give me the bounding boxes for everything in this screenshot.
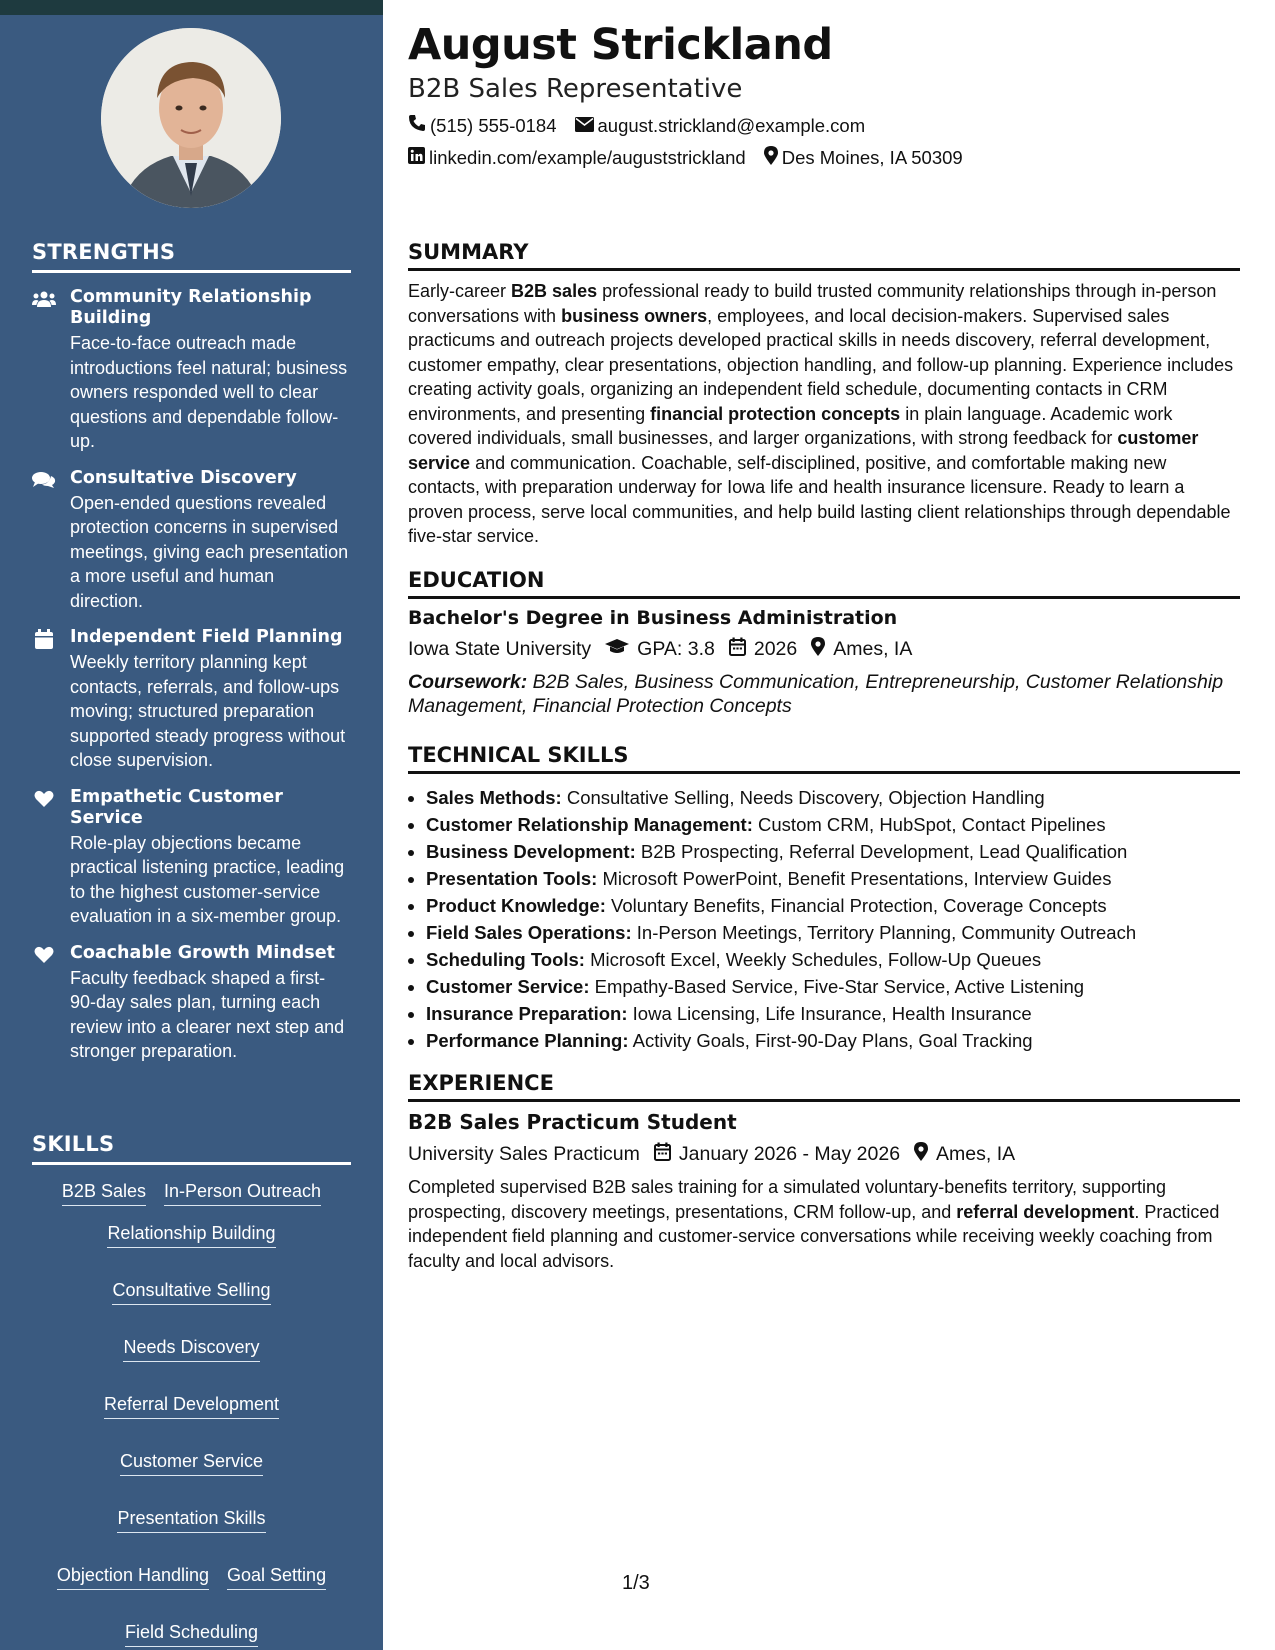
summary-keyword: customer service <box>408 428 1199 473</box>
skill-values: Voluntary Benefits, Financial Protection, Coverage Concepts <box>605 895 1107 916</box>
skill-tag: Customer Service <box>120 1449 263 1476</box>
calendar-icon <box>654 1142 679 1167</box>
gpa-text: GPA: 3.8 <box>637 638 715 660</box>
education-meta <box>408 637 1240 662</box>
comments-icon <box>32 469 56 491</box>
summary-text: in plain language. Academic work covered individuals, small businesses, and larger organizations, with strong feedback for <box>408 403 1173 448</box>
summary-text: Early-career <box>408 281 512 301</box>
list-item <box>426 892 1240 919</box>
strength-description: Faculty feedback shaped a first-90-day sales plan, turning each review into a clearer next step and stronger preparation. <box>70 967 345 1061</box>
strength-title: Community Relationship Building <box>70 287 312 328</box>
map-marker-icon <box>914 1142 936 1167</box>
skill-values: Custom CRM, HubSpot, Contact Pipelines <box>752 814 1106 835</box>
list-item <box>426 973 1240 1000</box>
skill-tag: Objection Handling <box>57 1563 209 1590</box>
dates-item <box>654 1142 900 1167</box>
technical-skills-heading: TECHNICAL SKILLS <box>408 743 1240 774</box>
email-contact[interactable] <box>575 115 866 137</box>
degree-title: Bachelor's Degree in Business Administration <box>408 607 898 629</box>
strength-item <box>32 468 351 614</box>
skill-tag: Needs Discovery <box>123 1335 259 1362</box>
users-icon <box>32 288 56 310</box>
skill-category: Insurance Preparation: <box>426 1003 628 1024</box>
skill-values: In-Person Meetings, Territory Planning, Community Outreach <box>631 922 1137 943</box>
summary-keyword: B2B sales <box>511 281 598 301</box>
strength-title: Coachable Growth Mindset <box>70 942 335 963</box>
calendar-icon <box>729 637 754 662</box>
dates-text: January 2026 - May 2026 <box>678 1143 901 1165</box>
phone-contact <box>408 114 557 137</box>
year-text: 2026 <box>753 638 798 660</box>
strength-description: Face-to-face outreach made introductions feel natural; business owners responded well to clear questions and dependable follow-up. <box>70 333 348 451</box>
skill-values: Microsoft Excel, Weekly Schedules, Follow-Up Queues <box>584 949 1042 970</box>
skill-category: Field Sales Operations: <box>426 922 632 943</box>
skill-tag: In-Person Outreach <box>164 1179 321 1206</box>
skill-category: Sales Methods: <box>426 787 562 808</box>
map-marker-icon <box>764 146 782 170</box>
skills-tags <box>32 1179 351 1647</box>
summary-paragraph <box>408 279 1240 549</box>
sidebar-top-bar <box>0 0 383 15</box>
skills-heading: SKILLS <box>32 1132 351 1165</box>
list-item <box>426 784 1240 811</box>
strength-item <box>32 287 351 454</box>
job-title: B2B Sales Practicum Student <box>408 1110 737 1134</box>
candidate-name: August Strickland <box>408 20 833 70</box>
experience-meta <box>408 1142 1240 1167</box>
list-item <box>426 1027 1240 1054</box>
location-text: Ames, IA <box>833 638 913 660</box>
experience-section <box>408 1071 1240 1273</box>
skill-category: Performance Planning: <box>426 1030 629 1051</box>
skill-tag: Referral Development <box>104 1392 279 1419</box>
year-item <box>729 637 797 662</box>
list-item <box>426 811 1240 838</box>
experience-keyword: referral development <box>956 1201 1135 1222</box>
profile-photo <box>101 28 281 208</box>
experience-text: . Practiced independent field planning and customer-service conversations while receiving weekly coaching from faculty and local advisors. <box>408 1201 1220 1271</box>
technical-skills-list <box>408 784 1240 1054</box>
gpa-item <box>605 638 715 661</box>
skill-values: Consultative Selling, Needs Discovery, Objection Handling <box>561 787 1045 808</box>
strength-item <box>32 943 351 1064</box>
strength-item <box>32 787 351 929</box>
experience-text: Completed supervised B2B sales training for a simulated voluntary-benefits territory, supporting prospecting, discovery meetings, presentations, CRM follow-up, and <box>408 1177 1167 1222</box>
list-item <box>426 1000 1240 1027</box>
email-text: august.strickland@example.com <box>597 114 866 136</box>
coursework-list: B2B Sales, Business Communication, Entrepreneurship, Customer Relationship Management, Financial Protection Concepts <box>408 671 1224 717</box>
contact-row-2 <box>408 146 981 170</box>
list-item <box>426 946 1240 973</box>
skill-tag: Presentation Skills <box>117 1506 265 1533</box>
linkedin-contact[interactable] <box>408 147 746 169</box>
list-item <box>426 838 1240 865</box>
skills-section <box>32 1132 351 1647</box>
school-name: Iowa State University <box>408 638 592 660</box>
strengths-heading: STRENGTHS <box>32 240 351 273</box>
location-item <box>914 1142 1015 1167</box>
skill-values: Iowa Licensing, Life Insurance, Health Insurance <box>627 1003 1032 1024</box>
linkedin-icon <box>408 147 429 169</box>
skill-values: B2B Prospecting, Referral Development, Lead Qualification <box>635 841 1128 862</box>
summary-section <box>408 240 1240 549</box>
list-item <box>426 919 1240 946</box>
location-item <box>811 637 912 662</box>
skill-category: Presentation Tools: <box>426 868 598 889</box>
strength-description: Role-play objections became practical listening practice, leading to the highest customer-service evaluation in a six-member group. <box>70 832 345 926</box>
experience-description <box>408 1175 1240 1273</box>
summary-heading: SUMMARY <box>408 240 1240 271</box>
skill-category: Customer Service: <box>426 976 590 997</box>
skill-tag: Field Scheduling <box>125 1620 258 1647</box>
list-item <box>426 865 1240 892</box>
strength-description: Open-ended questions revealed protection concerns in supervised meetings, giving each presentation a more useful and human direction. <box>70 492 349 611</box>
skill-category: Product Knowledge: <box>426 895 606 916</box>
strength-description: Weekly territory planning kept contacts, referrals, and follow-ups moving; structured preparation supported steady progress without close supervision. <box>70 652 346 770</box>
map-marker-icon <box>811 637 833 662</box>
graduation-cap-icon <box>605 638 637 661</box>
summary-text: professional ready to build trusted community relationships through in-person conversations with <box>408 281 1217 326</box>
organization-name: University Sales Practicum <box>408 1143 640 1165</box>
contact-row-1 <box>408 114 883 137</box>
phone-icon <box>408 114 430 137</box>
skill-values: Activity Goals, First-90-Day Plans, Goal Tracking <box>628 1030 1033 1051</box>
sidebar <box>0 0 383 1650</box>
location-text: Ames, IA <box>936 1143 1016 1165</box>
skill-values: Empathy-Based Service, Five-Star Service, Active Listening <box>589 976 1085 997</box>
linkedin-text: linkedin.com/example/auguststrickland <box>429 147 746 168</box>
summary-keyword: business owners <box>561 305 708 326</box>
location-contact <box>764 146 963 170</box>
technical-skills-section <box>408 743 1240 1054</box>
summary-keyword: financial protection concepts <box>650 403 901 424</box>
strength-title: Empathetic Customer Service <box>70 786 283 828</box>
coursework-label: Coursework: <box>408 671 528 693</box>
strength-title: Consultative Discovery <box>70 467 297 488</box>
skill-category: Customer Relationship Management: <box>426 814 753 835</box>
location-text: Des Moines, IA 50309 <box>781 147 963 168</box>
skill-category: Business Development: <box>426 841 636 862</box>
skill-tag: Goal Setting <box>227 1563 326 1590</box>
skill-tag: B2B Sales <box>62 1179 146 1206</box>
heart-icon <box>32 788 56 810</box>
education-heading: EDUCATION <box>408 568 1240 599</box>
strengths-section <box>32 240 351 1064</box>
skill-values: Microsoft PowerPoint, Benefit Presentations, Interview Guides <box>597 868 1112 889</box>
skill-category: Scheduling Tools: <box>426 949 585 970</box>
skill-tag: Consultative Selling <box>112 1278 270 1305</box>
coursework <box>408 670 1240 718</box>
heart-icon <box>32 944 56 966</box>
skill-tag: Relationship Building <box>107 1221 275 1248</box>
strength-title: Independent Field Planning <box>70 627 343 647</box>
phone-text: (515) 555-0184 <box>430 114 557 136</box>
strength-item <box>32 627 351 773</box>
candidate-role: B2B Sales Representative <box>408 74 743 104</box>
summary-text: and communication. Coachable, self-disciplined, positive, and comfortable making new contacts, with preparation underway for Iowa life and health insurance licensure. Ready to learn a proven process, serve local communities, and help build lasting client relationships through dependable five-star service. <box>408 452 1231 546</box>
calendar-icon <box>32 628 56 650</box>
envelope-icon <box>575 115 598 137</box>
page-number: 1/3 <box>622 1572 650 1594</box>
education-section <box>408 568 1240 718</box>
experience-heading: EXPERIENCE <box>408 1071 1240 1102</box>
summary-text: , employees, and local decision-makers. Supervised sales practicums and outreach projects developed practical skills in needs discovery, referral development, customer empathy, clear presentations, objection handling, and follow-up planning. Experience includes creating activity goals, organizing an independent field schedule, documenting contacts in CRM environments, and presenting <box>408 305 1234 424</box>
